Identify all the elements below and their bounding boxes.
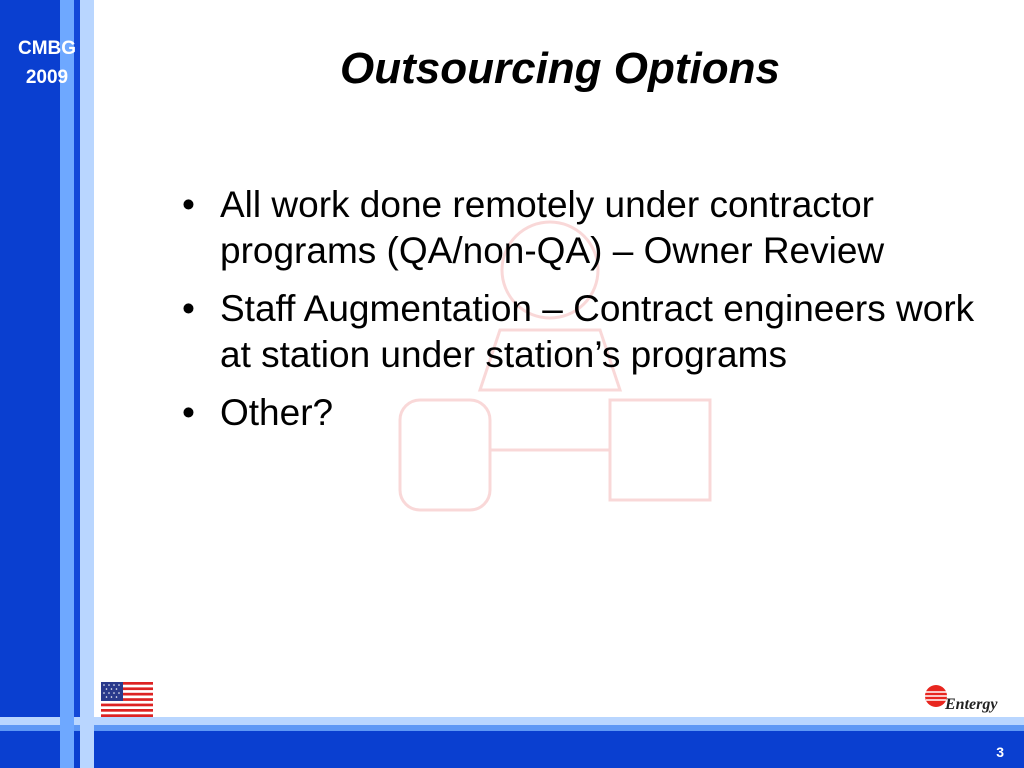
- logo-text: Entergy: [945, 696, 998, 713]
- bullet-dot: •: [182, 184, 195, 225]
- org-label-line2: 2009: [25, 67, 69, 88]
- left-stripe: [60, 0, 74, 768]
- bottom-band: [0, 731, 1024, 768]
- left-band: [0, 0, 60, 768]
- bullet-dot: •: [182, 392, 195, 433]
- bullet-list: [182, 182, 982, 448]
- bullet-dot: •: [182, 288, 195, 329]
- left-stripe-lower: [60, 717, 74, 768]
- org-label-line1: CMBG: [17, 38, 77, 59]
- bullet-text: All work done remotely under contractor programs (QA/non-QA) – Owner Review: [220, 184, 885, 271]
- bullet-item-staff-augmentation: [182, 286, 982, 378]
- bullet-text: Staff Augmentation – Contract engineers work at station under station’s programs: [220, 288, 975, 375]
- bullet-text: Other?: [220, 392, 334, 433]
- us-flag-icon: [101, 682, 153, 717]
- bullet-item-remote: [182, 182, 982, 274]
- left-stripe-pale-lower: [80, 717, 94, 768]
- org-label: [2, 34, 92, 92]
- left-stripe-pale: [80, 0, 94, 768]
- page-number: 3: [996, 744, 1004, 760]
- bullet-item-other: [182, 390, 982, 436]
- bottom-line: [0, 717, 1024, 725]
- slide-title: Outsourcing Options: [340, 44, 780, 93]
